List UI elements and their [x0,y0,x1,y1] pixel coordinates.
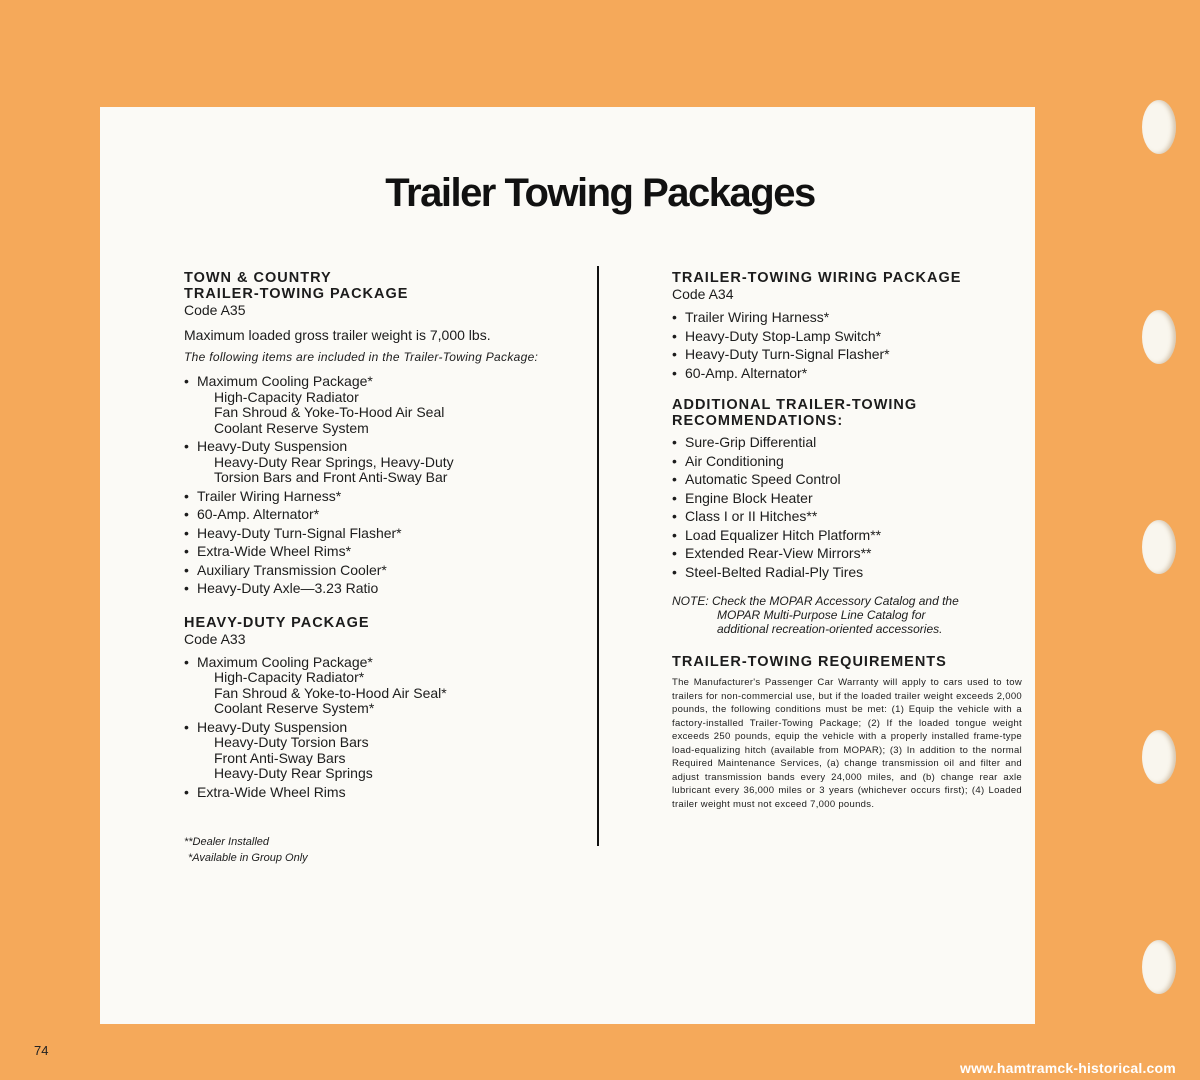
list-item-label: Air Conditioning [685,452,784,469]
bullet-icon: • [184,438,189,454]
bullet-icon: • [672,489,677,506]
list-subitem: High-Capacity Radiator* [214,669,365,685]
note-line: MOPAR Multi-Purpose Line Catalog for [717,608,926,622]
list-item-label: Load Equalizer Hitch Platform** [685,526,882,543]
section-heading: TRAILER-TOWING WIRING PACKAGE [672,270,962,286]
package-item-list [184,655,554,801]
list-item [672,546,1022,562]
list-item [184,581,554,597]
bullet-icon: • [672,364,677,381]
package-code: Code A34 [672,286,734,302]
list-item [672,472,1022,488]
bullet-icon: • [672,471,677,487]
intro-text: The following items are included in the Trailer-Towing Package: [184,350,539,364]
bullet-icon: • [184,524,189,541]
bullet-icon: • [184,718,189,735]
list-item [672,329,1022,345]
list-item-label: Trailer Wiring Harness* [685,309,830,325]
list-item-label: Trailer Wiring Harness* [197,487,342,504]
requirements-text: The Manufacturer's Passenger Car Warranty will apply to cars used to tow trailers for non-commercial use, but if the loaded trailer weight exceeds 2,000 pounds, the following conditions must be met: (1) Equip the vehicle with a factory-installed Trailer-Towing Package; (2) If the loaded tongue weight exceeds 250 pounds, equip the vehicle with a properly installed frame-type load-equalizing hitch (available from MOPAR); (3) In addition to the normal Required Maintenance Services, (a) change transmission oil and filter and adjust transmission bands every 24,000 miles, and (b) change rear axle lubricant every 36,000 miles or 3 years (whichever occurs first); (4) Loaded trailer weight must not exceed 7,000 pounds. [672,677,1022,810]
page-title: Trailer Towing Packages [385,171,815,215]
list-item [672,454,1022,470]
list-item [184,374,554,436]
section-heading: TOWN & COUNTRY [184,270,332,286]
list-subitem: Front Anti-Sway Bars [214,749,346,766]
list-item [672,565,1022,581]
bullet-icon: • [184,783,189,800]
list-item [672,310,1022,326]
list-item-label: Heavy-Duty Suspension [197,438,348,454]
list-item-label: Engine Block Heater [685,489,813,506]
list-item-label: Maximum Cooling Package* [197,653,373,670]
list-subitem: Coolant Reserve System* [214,700,375,716]
list-item-label: Extra-Wide Wheel Rims [197,783,346,800]
list-subitem: High-Capacity Radiator [214,388,359,405]
binder-hole [1142,310,1176,364]
binder-hole [1142,100,1176,154]
bullet-icon: • [672,346,677,362]
package-item-list [184,374,554,597]
bullet-icon: • [672,508,677,524]
list-item [672,347,1022,363]
list-item-label: Heavy-Duty Axle—3.23 Ratio [197,580,379,596]
list-item-label: Heavy-Duty Turn-Signal Flasher* [685,346,890,362]
bullet-icon: • [184,373,189,389]
list-subitem: Heavy-Duty Torsion Bars [214,734,369,750]
list-item-label: Heavy-Duty Turn-Signal Flasher* [197,524,402,541]
column-divider [597,266,599,846]
bullet-icon: • [672,327,677,344]
binder-hole [1142,940,1176,994]
bullet-icon: • [672,563,677,580]
list-item-label: Automatic Speed Control [685,471,841,487]
list-item [184,439,554,486]
max-weight-text: Maximum loaded gross trailer weight is 7,000 lbs. [184,327,491,343]
list-subitem: Coolant Reserve System [214,419,369,436]
section-heading: HEAVY-DUTY PACKAGE [184,614,370,631]
list-subitem: Heavy-Duty Rear Springs, Heavy-Duty [214,453,454,470]
list-subitem: Fan Shroud & Yoke-To-Hood Air Seal [214,404,445,420]
section-heading: ADDITIONAL TRAILER-TOWING [672,397,918,413]
list-item-label: 60-Amp. Alternator* [197,506,320,522]
note-line: NOTE: Check the MOPAR Accessory Catalog and the [672,594,959,608]
list-item [672,366,1022,382]
bullet-icon: • [184,580,189,596]
left-column [184,270,554,866]
bullet-icon: • [184,543,189,559]
list-item-label: Extended Rear-View Mirrors** [685,545,872,561]
list-item [184,720,554,782]
list-item [184,507,554,523]
footnote: *Available in Group Only [188,852,308,864]
list-item [184,563,554,579]
list-item-label: 60-Amp. Alternator* [685,364,808,381]
list-item [184,655,554,717]
list-item [672,509,1022,525]
list-item-label: Class I or II Hitches** [685,508,818,524]
list-subitem: Fan Shroud & Yoke-to-Hood Air Seal* [214,684,447,701]
list-item [184,526,554,542]
list-item [184,544,554,560]
bullet-icon: • [184,653,189,670]
list-item-label: Auxiliary Transmission Cooler* [197,561,387,578]
package-item-list [672,310,1022,381]
bullet-icon: • [672,526,677,543]
list-item [672,491,1022,507]
list-item [184,785,554,801]
list-item-label: Extra-Wide Wheel Rims* [197,543,352,559]
bullet-icon: • [672,434,677,450]
note-line: additional recreation-oriented accessories. [717,622,943,636]
bullet-icon: • [184,506,189,522]
list-subitem: Torsion Bars and Front Anti-Sway Bar [214,469,448,485]
note-text [672,594,1022,636]
right-column [672,270,1022,811]
bullet-icon: • [184,561,189,578]
footnote: **Dealer Installed [184,836,269,848]
section-heading: RECOMMENDATIONS: [672,413,844,429]
section-heading: TRAILER-TOWING PACKAGE [184,286,409,302]
list-item-label: Maximum Cooling Package* [197,373,373,389]
recommendation-list [672,435,1022,580]
list-item-label: Steel-Belted Radial-Ply Tires [685,563,864,580]
list-item-label: Heavy-Duty Suspension [197,718,348,735]
bullet-icon: • [672,545,677,561]
package-code: Code A35 [184,302,246,318]
binder-hole [1142,520,1176,574]
list-item [672,435,1022,451]
section-heading: TRAILER-TOWING REQUIREMENTS [672,654,947,670]
list-item [184,489,554,505]
list-item [672,528,1022,544]
list-subitem: Heavy-Duty Rear Springs [214,765,373,781]
package-code: Code A33 [184,630,246,647]
watermark: www.hamtramck-historical.com [960,1060,1176,1076]
bullet-icon: • [672,309,677,325]
page-number: 74 [34,1043,49,1058]
bullet-icon: • [672,452,677,469]
bullet-icon: • [184,487,189,504]
list-item-label: Heavy-Duty Stop-Lamp Switch* [685,327,882,344]
list-item-label: Sure-Grip Differential [685,434,817,450]
binder-hole [1142,730,1176,784]
